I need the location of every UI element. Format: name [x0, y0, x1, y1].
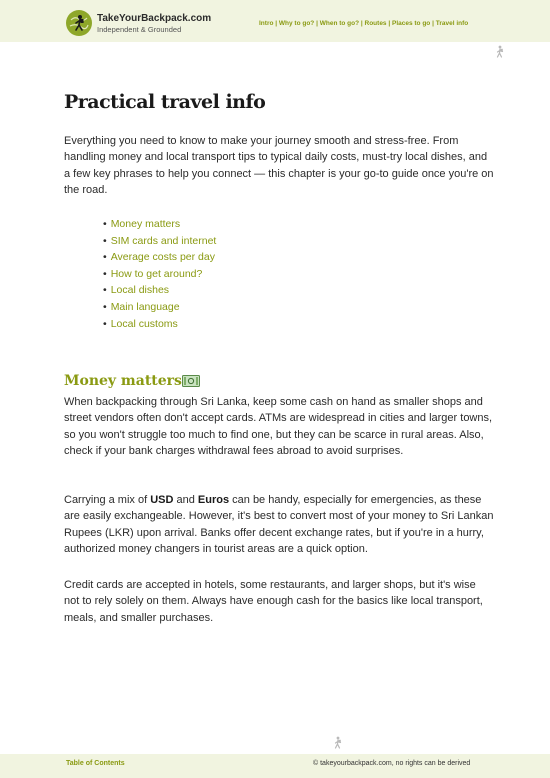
- intro-paragraph: Everything you need to know to make your journey smooth and stress-free. From handling money and local transport tips to typical daily costs, must-try local dishes, and a few key phrases to help you connect — this chapter is your go-to guide once you're on the road.: [64, 135, 494, 196]
- toc-link-main-language[interactable]: • Main language: [103, 299, 216, 316]
- nav-link-travel-info[interactable]: Travel info: [435, 20, 469, 27]
- nav-link-when-to-go[interactable]: When to go?: [319, 20, 360, 27]
- brand-name[interactable]: TakeYourBackpack.com: [97, 13, 212, 24]
- chapter-contents-list: [103, 216, 216, 332]
- globe-hiker-logo-icon[interactable]: [66, 10, 92, 36]
- brand-tagline: Independent & Grounded: [97, 25, 182, 34]
- nav-link-places-to-go[interactable]: Places to go: [391, 20, 431, 27]
- toc-link-money-matters[interactable]: • Money matters: [103, 216, 216, 233]
- hiker-icon: [331, 736, 345, 750]
- nav-link-routes[interactable]: Routes: [364, 20, 387, 27]
- money-p2-text-a: Carrying a mix of: [64, 494, 151, 506]
- currency-euros: Euros: [197, 494, 230, 506]
- toc-link-average-costs[interactable]: • Average costs per day: [103, 249, 216, 266]
- money-paragraph-3: Credit cards are accepted in hotels, some restaurants, and larger shops, but it's wise not to rely solely on them. Always have enough cash for the basics like local transport, meals, and smaller purchases.: [64, 579, 483, 624]
- table-of-contents-link[interactable]: Table of Contents: [66, 760, 125, 767]
- section-heading-money-matters: Money matters: [64, 373, 182, 389]
- toc-link-local-dishes[interactable]: • Local dishes: [103, 282, 216, 299]
- money-p2-text-c: can be handy, especially for emergencies, as these are easily exchangeable. However, it's best to convert most of your money to Sri Lankan Rupees (LKR) upon arrival. Banks offer decent exchange rates, but if you're in a hurry, authorized money changers in tourist areas are a quick option.: [64, 494, 494, 555]
- top-navigation: Intro | Why to go? | When to go? | Routes | Places to go | Travel info: [259, 20, 469, 27]
- money-paragraph-1: When backpacking through Sri Lanka, keep some cash on hand as smaller shops and street vendors often don't accept cards. ATMs are widespread in cities and larger towns, so you won't struggle too much to find one, but they can be scarce in rural areas. Also, check if your bank charges withdrawal fees abroad to avoid surprises.: [64, 396, 493, 457]
- toc-link-local-customs[interactable]: • Local customs: [103, 316, 216, 333]
- nav-link-why-to-go[interactable]: Why to go?: [278, 20, 315, 27]
- hiker-icon: [493, 45, 507, 59]
- toc-link-get-around[interactable]: • How to get around?: [103, 266, 216, 283]
- copyright-notice: © takeyourbackpack.com, no rights can be derived: [313, 760, 471, 767]
- money-icon: [182, 375, 200, 387]
- currency-usd: USD: [150, 494, 174, 506]
- page-title: Practical travel info: [64, 91, 266, 113]
- money-p2-text-b: and: [173, 494, 198, 506]
- toc-link-sim-cards[interactable]: • SIM cards and internet: [103, 233, 216, 250]
- money-paragraph-2: [64, 492, 494, 557]
- nav-link-intro[interactable]: Intro: [259, 20, 274, 27]
